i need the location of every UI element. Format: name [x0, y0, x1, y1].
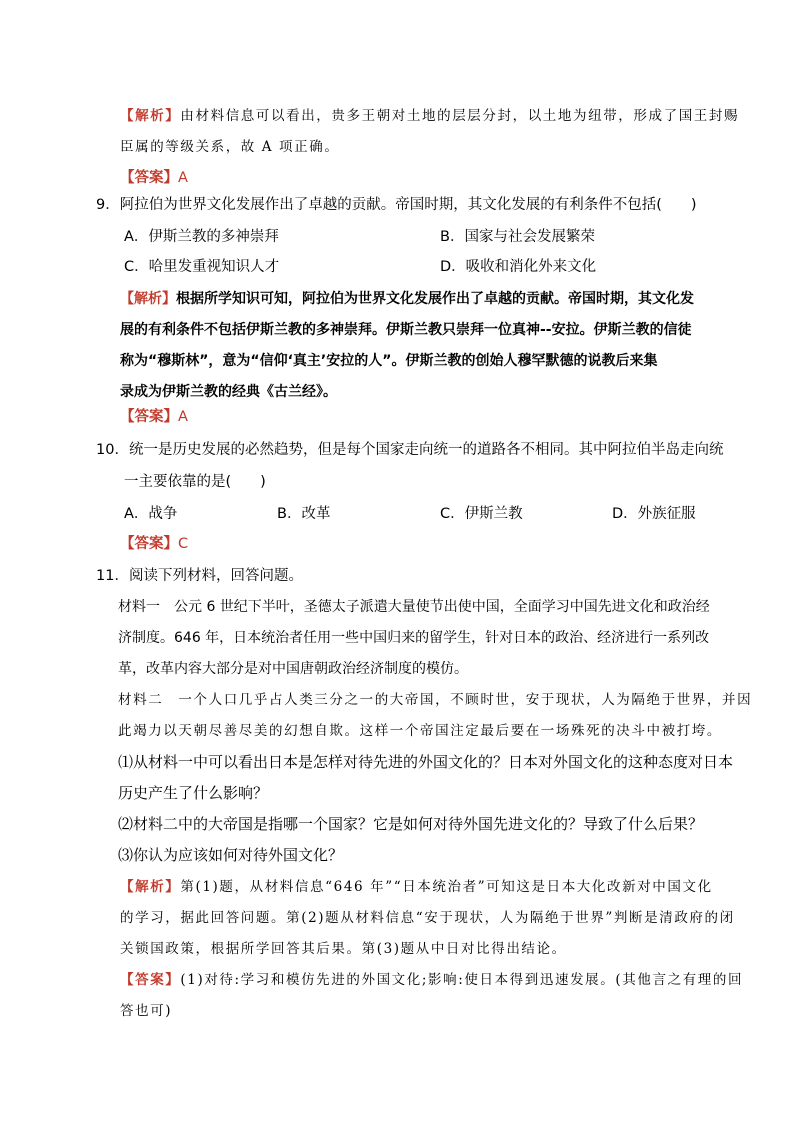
answer-value: C	[178, 536, 189, 552]
answer-text: (1)对待:学习和模仿先进的外国文化;影响:使日本得到迅速发展。(其他言之有理的回	[180, 972, 744, 988]
answer-value: A	[178, 170, 188, 186]
q9-analysis-line-1	[120, 289, 694, 309]
q10-option-a: A．战争	[124, 506, 178, 522]
q11-material1-line-3: 革，改革内容大部分是对中国唐朝政治经济制度的模仿。	[118, 661, 468, 677]
q11-sub1-line-2: 历史产生了什么影响？	[118, 784, 269, 802]
q11-answer-line-2: 答也可)	[120, 1003, 173, 1019]
q9-option-a: A．伊斯兰教的多神崇拜	[124, 229, 279, 245]
analysis-tag: 【解析】	[120, 108, 181, 124]
answer-tag: 【答案】	[120, 972, 181, 988]
q11-analysis-line-2: 的学习，据此回答问题。第(2)题从材料信息“安于现状，人为隔绝于世界”判断是清政府的闭	[120, 910, 735, 926]
q9-option-b: B．国家与社会发展繁荣	[440, 229, 595, 245]
analysis-text: 根据所学知识可知，阿拉伯为世界文化发展作出了卓越的贡献。帝国时期，其文化发	[176, 291, 694, 307]
q10-option-b: B．改革	[277, 506, 331, 522]
q11-analysis-line-1	[120, 877, 713, 897]
analysis-tag: 【解析】	[120, 291, 176, 307]
q11-sub2: ⑵材料二中的大帝国是指哪一个国家？它是如何对待外国先进文化的？导致了什么后果？	[118, 815, 704, 833]
q10-answer	[120, 534, 188, 554]
q11-material2-line-1: 材料二 一个人口几乎占人类三分之一的大帝国，不顾时世，安于现状，人为隔绝于世界，并因	[118, 692, 753, 708]
q10-option-d: D．外族征服	[612, 506, 696, 522]
q11-material2-line-2: 此竭力以天朝尽善尽美的幻想自欺。这样一个帝国注定最后要在一场殊死的决斗中被打垮。	[118, 723, 722, 739]
q9-analysis-line-4: 录成为伊斯兰教的经典《古兰经》。	[120, 384, 337, 400]
answer-tag: 【答案】	[120, 536, 178, 552]
q9-option-d: D．吸收和消化外来文化	[440, 259, 597, 275]
q11-material1-line-2: 济制度。646 年，日本统治者任用一些中国归来的留学生，针对日本的政治、经济进行一系列改	[118, 630, 710, 646]
answer-value: A	[178, 409, 188, 425]
q10-stem-line-2: 一主要依靠的是( )	[124, 474, 266, 490]
q11-analysis-line-3: 关锁国政策，根据所学回答其后果。第(3)题从中日对比得出结论。	[120, 941, 567, 957]
q11-sub3: ⑶你认为应该如何对待外国文化？	[118, 846, 344, 864]
q11-answer-line-1	[120, 970, 743, 990]
q9-analysis-line-2: 展的有利条件不包括伊斯兰教的多神崇拜。伊斯兰教只崇拜一位真神--安拉。伊斯兰教的信徒	[120, 322, 692, 338]
answer-tag: 【答案】	[120, 170, 178, 186]
q11-sub1-line-1: ⑴从材料一中可以看出日本是怎样对待先进的外国文化的？日本对外国文化的这种态度对日本	[118, 753, 734, 771]
q10-stem-line-1: 10．统一是历史发展的必然趋势，但是每个国家走向统一的道路各不相同。其中阿拉伯半岛走向统	[96, 442, 724, 458]
q9-answer	[120, 407, 188, 427]
q11-material1-line-1: 材料一 公元 6 世纪下半叶，圣德太子派遣大量使节出使中国，全面学习中国先进文化和政治经	[118, 599, 710, 615]
q8-answer	[120, 168, 188, 188]
q8-analysis-line-2: 臣属的等级关系，故 A 项正确。	[120, 139, 340, 155]
analysis-text: 第(1)题，从材料信息“646 年”“日本统治者”可知这是日本大化改新对中国文化	[180, 879, 713, 895]
answer-tag: 【答案】	[120, 409, 178, 425]
analysis-tag: 【解析】	[120, 879, 181, 895]
q9-stem: 9．阿拉伯为世界文化发展作出了卓越的贡献。帝国时期，其文化发展的有利条件不包括( )	[96, 197, 697, 213]
q9-option-c: C．哈里发重视知识人才	[124, 259, 280, 275]
q11-stem: 11．阅读下列材料，回答问题。	[96, 568, 303, 584]
q10-option-c: C．伊斯兰教	[440, 506, 523, 522]
analysis-text: 由材料信息可以看出，贵多王朝对土地的层层分封，以土地为纽带，形成了国王封赐	[180, 108, 740, 124]
q9-analysis-line-3: 称为“穆斯林”，意为“信仰‘真主’安拉的人”。伊斯兰教的创始人穆罕默德的说教后来集	[120, 353, 658, 369]
q8-analysis-line-1	[120, 106, 739, 126]
